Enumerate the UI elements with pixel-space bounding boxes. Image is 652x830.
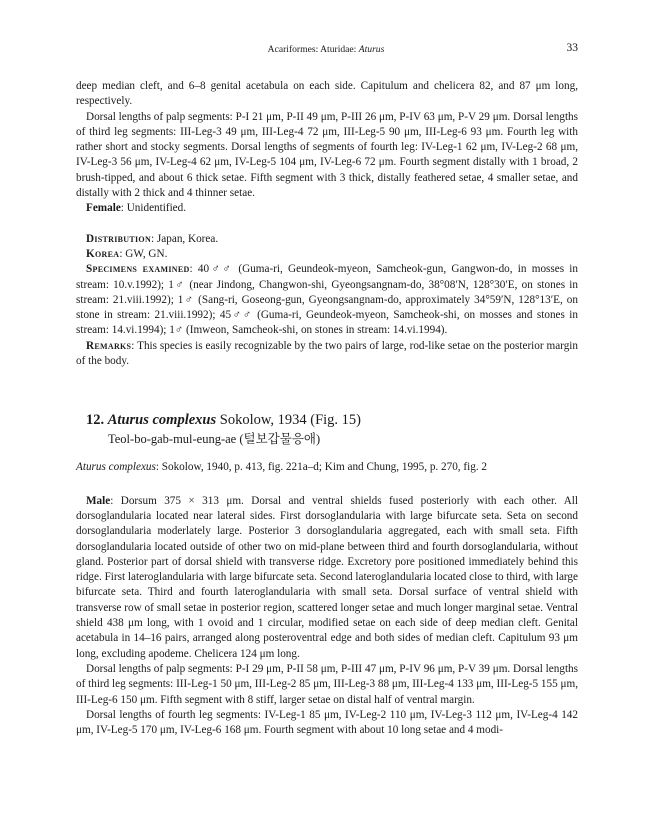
paragraph-continued: deep median cleft, and 6–8 genital acetabula on each side. Capitulum and chelicera 82, and 87 μm long, respectively. — [76, 80, 578, 108]
species-heading — [86, 411, 578, 430]
female-text: : Unidentified. — [120, 202, 187, 215]
specimens-text: : 40♂♂ (Guma-ri, Geundeok-myeon, Samcheok-gun, Gangwon-do, in mosses in stream: 10.v.1992); 1♂ (near Jindong, Changwon-shi, Gyeongsangnam-do, 38°08′N, 128°30′E, on stones in stream: 21.viii.1992); 1♂ (Sang-ri, Goseong-gun, Gyeongsangnam-do, approximately 34°59′N, 128°13′E, on stone in stream: 21.viii.1992); 45♂♂ (Guma-ri, Geundeok-myeon, Samcheok-shi, on mosses and stones in stream: 14.vi.1994); 1♂ (Imweon, Samcheok-shi, on stones in stream: 14.vi.1994). — [76, 263, 578, 337]
distribution-label: Distribution — [86, 232, 152, 245]
male-text: : Dorsum 375 × 313 μm. Dorsal and ventral shields fused posteriorly with each other. All dorsoglandularia located near lateral sides. First dorsoglandularia with large bifurcate seta. Seta on second dorsoglandularia moderlately large. Posterior 3 dorsoglandularia aggregated, each with small seta. Fifth dorsoglandularia located outside of other two on mid-plane between third and fourth dorsoglandularia, without gland. Posterior part of dorsal shield with transverse ridge. Excretory pore positioned immediately behind this ridge. First lateroglandularia with large bifurcate seta. Second lateroglandularia located close to third, with large bifurcate seta. Third and fourth lateroglandularia with small seta. Dorsal surface of ventral shield with transverse row of small setae in posterior region, scattered longer setae and much longer marginal setae. Ventral shield 438 μm long, with 1 ovoid and 1 circular, modified setae on each side of deep median cleft. Genital acetabula in 14–16 pairs, arranged along posteroventral edge and both sides of median cleft. Capitulum 93 μm long, excluding apodeme. Chelicera 124 μm long. — [76, 494, 578, 660]
running-head-prefix: Acariformes: Aturidae: — [267, 44, 359, 55]
running-head-genus: Aturus — [358, 44, 385, 55]
species-number: 12. — [86, 412, 105, 429]
paragraph-female — [76, 201, 578, 216]
remarks-label: Remarks — [86, 339, 132, 352]
running-head — [76, 44, 576, 55]
paragraph-measurements: Dorsal lengths of palp segments: P-I 21 μm, P-II 49 μm, P-III 26 μm, P-IV 63 μm, P-V 29 μm. Dorsal lengths of third leg segments: III-Leg-3 49 μm, III-Leg-4 72 μm, III-Leg-5 90 μm, III-Leg-6 93 μm. Fourth leg with rather short and stocky segments. Dorsal lengths of segments of fourth leg: IV-Leg-1 62 μm, IV-Leg-2 68 μm, IV-Leg-3 56 μm, IV-Leg-4 62 μm, IV-Leg-5 104 μm, IV-Leg-6 72 μm. Fourth segment distally with 1 broad, 2 brush-tipped, and about 6 thick setae. Fifth segment with 3 thick, distally feathered setae, 4 smaller setae, and distally with 2 thick and 4 thinner setae. — [76, 110, 578, 200]
paragraph-male-legs: Dorsal lengths of palp segments: P-I 29 μm, P-II 58 μm, P-III 47 μm, P-IV 96 μm, P-V 39 μm. Dorsal lengths of third leg segments: III-Leg-1 50 μm, III-Leg-2 85 μm, III-Leg-3 88 μm, III-Leg-4 133 μm, III-Leg-5 155 μm, III-Leg-6 150 μm. Fifth segment with 8 stiff, larger setae on distal half of ventral margin. — [76, 662, 578, 706]
species-common-name: Teol-bo-gab-mul-eung-ae (털보갑물응애) — [108, 432, 321, 447]
citation-text: : Sokolow, 1940, p. 413, fig. 221a–d; Kim and Chung, 1995, p. 270, fig. 2 — [155, 461, 488, 474]
male-label: Male — [86, 494, 111, 507]
paragraph-korea — [76, 247, 578, 262]
female-label: Female — [86, 202, 121, 215]
paragraph-distribution — [76, 232, 578, 247]
paragraph-male — [76, 494, 578, 662]
page-body — [76, 79, 578, 738]
citation-name: Aturus complexus — [76, 461, 156, 474]
korea-text: : GW, GN. — [119, 247, 168, 260]
specimens-label: Specimens examined — [86, 263, 190, 276]
citation-line — [76, 460, 578, 475]
paragraph-male-fourth-leg: Dorsal lengths of fourth leg segments: IV-Leg-1 85 μm, IV-Leg-2 110 μm, IV-Leg-3 112 μm, IV-Leg-4 142 μm, IV-Leg-5 170 μm, IV-Leg-6 168 μm. Fourth segment with about 10 long setae and 4 modi- — [76, 708, 578, 737]
page-number: 33 — [566, 42, 578, 54]
distribution-text: : Japan, Korea. — [151, 232, 219, 245]
remarks-text: : This species is easily recognizable by the two pairs of large, rod-like setae on the posterior margin of the body. — [76, 339, 578, 368]
paragraph-specimens — [76, 262, 578, 338]
paragraph-remarks — [76, 339, 578, 370]
species-author: Sokolow, 1934 (Fig. 15) — [216, 412, 361, 429]
korea-label: Korea — [86, 247, 120, 260]
species-name: Aturus complexus — [107, 412, 217, 429]
